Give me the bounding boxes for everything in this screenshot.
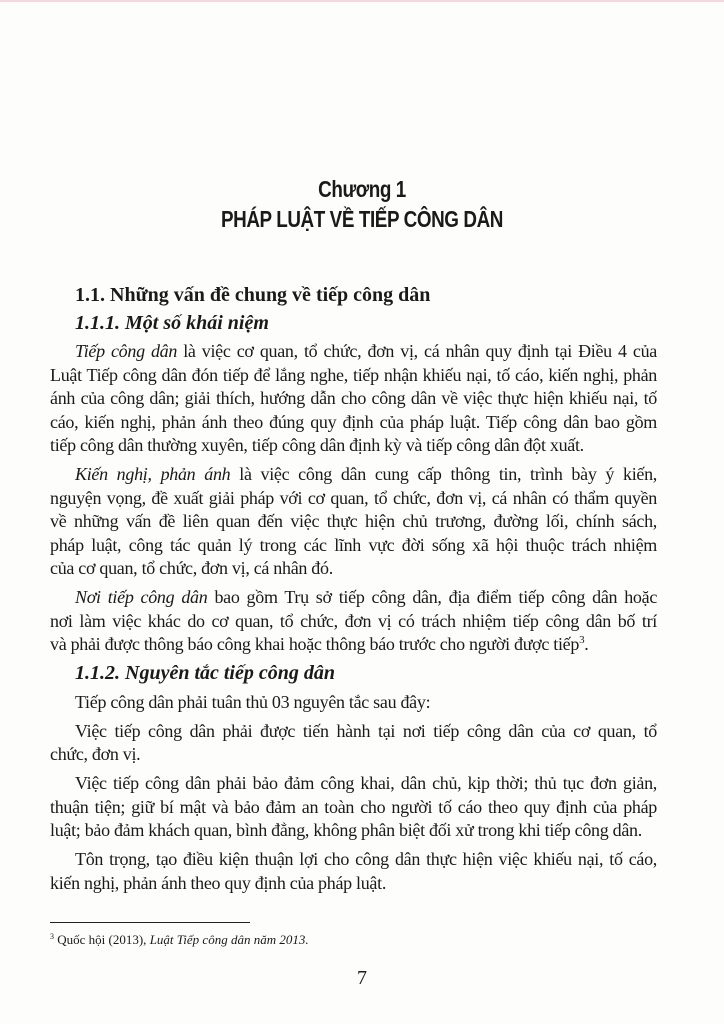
scan-edge	[0, 0, 724, 2]
paragraph-line: kiến nghị, phản ánh theo quy định của pháp luật.	[50, 873, 387, 893]
paragraph-line	[75, 340, 657, 362]
page-number: 7	[357, 967, 367, 989]
chapter-title: PHÁP LUẬT VỀ TIẾP CÔNG DÂN	[220, 206, 504, 232]
paragraph-line: về những vấn đề liên quan đến việc thực hiện chủ trương, đường lối, chính sách,	[50, 511, 657, 531]
paragraph-line: tiếp công dân thường xuyên, tiếp công dân định kỳ và tiếp công dân đột xuất.	[50, 435, 584, 455]
paragraph-line: chức, đơn vị.	[50, 744, 141, 764]
paragraph-line: thuận tiện; giữ bí mật và bảo đảm an toàn cho người tố cáo theo quy định của pháp	[50, 797, 657, 817]
text: là việc công dân cung cấp thông tin, trình bày ý kiến,	[230, 464, 657, 484]
text: Luật Tiếp công dân năm 2013.	[149, 932, 309, 947]
footnote	[50, 931, 309, 949]
paragraph-line: nguyện vọng, đề xuất giải pháp với cơ quan, tổ chức, đơn vị, cá nhân có thẩm quyền	[50, 488, 657, 508]
paragraph-line: Việc tiếp công dân phải bảo đảm công khai, dân chủ, kịp thời; thủ tục đơn giản,	[75, 773, 657, 793]
paragraph-line: nơi làm việc khác do cơ quan, tổ chức, đơn vị có trách nhiệm tiếp công dân bố trí	[50, 611, 657, 631]
paragraph-line: luật; bảo đảm khách quan, bình đẳng, không phân biệt đối xử trong khi tiếp công dân.	[50, 820, 642, 840]
paragraph-line: Tôn trọng, tạo điều kiện thuận lợi cho công dân thực hiện việc khiếu nại, tố cáo,	[75, 849, 657, 869]
section-heading: 1.1. Những vấn đề chung về tiếp công dân	[75, 284, 431, 306]
paragraph-line: ánh của công dân; giải thích, hướng dẫn cho công dân về việc thực hiện khiếu nại, tố	[50, 388, 657, 408]
paragraph-line: cáo, kiến nghị, phản ánh theo đúng quy định của pháp luật. Tiếp công dân bao gồm	[50, 412, 657, 432]
subsection-heading-2: 1.1.2. Nguyên tắc tiếp công dân	[75, 662, 335, 684]
text: Quốc hội (2013),	[54, 932, 150, 947]
paragraph-line	[75, 586, 657, 608]
term: Tiếp công dân	[75, 341, 178, 361]
paragraph-line: của cơ quan, tổ chức, đơn vị, cá nhân đó.	[50, 558, 333, 578]
text: và phải được thông báo công khai hoặc thông báo trước cho người được tiếp	[50, 634, 580, 654]
text: .	[584, 634, 589, 654]
footnote-number: 3	[50, 932, 54, 941]
paragraph-line: Việc tiếp công dân phải được tiến hành tại nơi tiếp công dân của cơ quan, tổ	[75, 721, 657, 741]
chapter-number: Chương 1	[318, 176, 406, 202]
text: bao gồm Trụ sở tiếp công dân, địa điểm tiếp công dân hoặc	[207, 587, 658, 607]
footnote-ref[interactable]: 3	[579, 634, 585, 646]
paragraph-line: pháp luật, công tác quản lý trong các lĩnh vực đời sống xã hội thuộc trách nhiệm	[50, 535, 657, 555]
subsection-heading-1: 1.1.1. Một số khái niệm	[75, 312, 269, 334]
text: là việc cơ quan, tổ chức, đơn vị, cá nhân quy định tại Điều 4 của	[177, 341, 657, 361]
paragraph-line	[50, 633, 657, 655]
footnote-separator	[50, 922, 250, 923]
paragraph-line	[75, 463, 657, 485]
paragraph-line: Tiếp công dân phải tuân thủ 03 nguyên tắc sau đây:	[75, 692, 431, 712]
term: Nơi tiếp công dân	[75, 587, 208, 607]
paragraph-line: Luật Tiếp công dân đón tiếp để lắng nghe, tiếp nhận khiếu nại, tố cáo, kiến nghị, phản	[50, 365, 657, 385]
term: Kiến nghị, phản ánh	[75, 464, 231, 484]
